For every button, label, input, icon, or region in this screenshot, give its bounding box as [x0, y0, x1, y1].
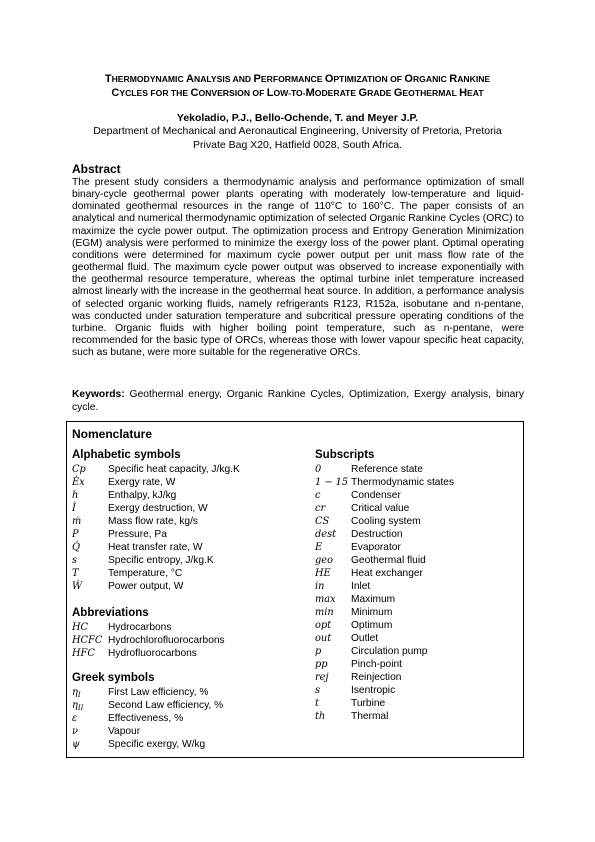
symbol [315, 567, 351, 580]
symbol-text: HC [72, 622, 89, 633]
symbol [72, 621, 108, 634]
nomenclature-entry [315, 476, 454, 489]
affiliation [60, 125, 535, 152]
symbol-text: HCFC [72, 635, 103, 646]
symbol-text: max [315, 594, 336, 605]
symbol-description: Turbine [351, 698, 386, 709]
symbol-description: Inlet [351, 581, 371, 592]
symbol [315, 489, 351, 502]
symbol [72, 712, 108, 725]
symbol [315, 541, 351, 554]
symbol-text: s [315, 685, 321, 696]
abstract-body: The present study considers a thermodynamic analysis and performance optimization of small binary-cycle geothermal power plants operating with moderately low-temperature and liquid-dominated geothermal resources in the range of 110°C to 160°C. The paper consists of an analytical and numerical thermodynamic optimization of selected Organic Rankine Cycles (ORC) to maximize the cycle power output. The optimization process and Entropy Generation Minimization (EGM) analysis were performed to minimize the exergy loss of the power plant. Optimal operating conditions were determined for maximum cycle power output per unit mass flow rate of the geothermal fluid. The maximum cycle power output was observed to increase exponentially with the geothermal resource temperature, whereas the optimal turbine inlet temperature increased almost linearly with the increase in the geothermal heat source. In addition, a performance analysis of selected organic working fluids, namely refrigerants R123, R152a, isobutane and n-pentane, was conducted under saturation temperature and subcritical pressure operating conditions of the turbine. Organic fluids with higher boiling point temperature, such as n-pentane, were recommended for the basic type of ORCs, whereas those with lower vapour specific heat capacity, such as butane, were more suitable for the regenerative ORCs. [72, 177, 524, 359]
title-initial: O [404, 73, 413, 85]
title-smallcaps: YCLES FOR THE [119, 88, 191, 98]
title-initial: G [393, 87, 403, 99]
symbol-text: out [315, 633, 332, 644]
alphabetic-symbols-list [72, 463, 240, 593]
symbol-description: Hydrochlorofluorocarbons [108, 635, 225, 646]
nomenclature-entry [315, 606, 454, 619]
greek-symbols-heading: Greek symbols [72, 672, 155, 684]
symbol-text: geo [315, 555, 333, 566]
symbol [72, 515, 108, 528]
nomenclature-entry [315, 671, 454, 684]
symbol [315, 645, 351, 658]
symbol-description: Geothermal fluid [351, 555, 426, 566]
symbol [72, 528, 108, 541]
nomenclature-entry [315, 697, 454, 710]
nomenclature-entry [315, 528, 454, 541]
symbol [72, 489, 108, 502]
title-initial: C [111, 87, 120, 99]
nomenclature-entry [72, 528, 240, 541]
symbol-text: P [72, 529, 79, 540]
paper-title [60, 72, 535, 100]
symbol-text: rej [315, 672, 329, 683]
symbol [72, 502, 108, 515]
symbol-description: Critical value [351, 503, 410, 514]
symbol [315, 697, 351, 710]
symbol-text: ε [72, 713, 78, 724]
symbol-text: c [315, 490, 321, 501]
symbol-description: Temperature, °C [108, 568, 183, 579]
nomenclature-entry [72, 725, 223, 738]
symbol-text: pp [315, 659, 328, 670]
nomenclature-entry [315, 515, 454, 528]
symbol-description: Power output, W [108, 581, 184, 592]
keywords [72, 389, 524, 414]
symbol [72, 541, 108, 554]
title-initial: P [253, 73, 261, 85]
symbol [72, 463, 108, 476]
symbol-description: Exergy rate, W [108, 477, 176, 488]
title-initial: T [104, 73, 112, 85]
symbol-description: Exergy destruction, W [108, 503, 208, 514]
symbol-text: 1 − 15 [315, 477, 349, 488]
symbol-text: opt [315, 620, 332, 631]
nomenclature-entry [72, 489, 240, 502]
affiliation-line-2: Private Bag X20, Hatfield 0028, South Africa. [193, 138, 402, 151]
nomenclature-entry [315, 463, 454, 476]
nomenclature-entry [72, 515, 240, 528]
symbol [315, 554, 351, 567]
nomenclature-entry [315, 593, 454, 606]
nomenclature-entry [315, 567, 454, 580]
symbol [315, 684, 351, 697]
subscripts-list [315, 463, 454, 723]
symbol [315, 528, 351, 541]
title-line-2 [60, 86, 535, 100]
symbol-description: Thermal [351, 711, 389, 722]
nomenclature-entry [315, 632, 454, 645]
affiliation-line-1: Department of Mechanical and Aeronautical Engineering, University of Pretoria, Pretoria [93, 125, 502, 137]
symbol-text: η [72, 687, 78, 698]
nomenclature-entry [315, 580, 454, 593]
symbol-description: Hydrocarbons [108, 622, 172, 633]
symbol [315, 515, 351, 528]
symbol-text: min [315, 607, 334, 618]
abbreviations-list [72, 621, 225, 660]
symbol-subscript: I [77, 691, 81, 699]
title-smallcaps: EAT [467, 88, 484, 98]
symbol-description: Vapour [108, 726, 141, 737]
symbol-description: Heat exchanger [351, 568, 423, 579]
nomenclature-entry [72, 738, 223, 751]
title-initial: H [459, 87, 468, 99]
symbol-subscript: II [77, 704, 84, 712]
symbol-text: E [315, 542, 323, 553]
nomenclature-entry [72, 580, 240, 593]
symbol [315, 606, 351, 619]
title-smallcaps: ANKINE [457, 74, 491, 84]
symbol [315, 593, 351, 606]
nomenclature-entry [315, 710, 454, 723]
symbol [315, 710, 351, 723]
symbol-description: Minimum [351, 607, 393, 618]
title-initial: M [305, 87, 315, 99]
symbol [72, 699, 108, 712]
nomenclature-entry [72, 541, 240, 554]
title-smallcaps: HERMODYNAMIC [111, 74, 187, 84]
nomenclature-entry [315, 684, 454, 697]
symbol-description: Specific exergy, W/kg [108, 739, 206, 750]
nomenclature-entry [315, 554, 454, 567]
symbol [315, 580, 351, 593]
nomenclature-entry [72, 712, 223, 725]
symbol [315, 502, 351, 515]
symbol [72, 686, 108, 699]
symbol-description: Mass flow rate, kg/s [108, 516, 199, 527]
symbol-description: Enthalpy, kJ/kg [108, 490, 177, 501]
symbol [72, 634, 108, 647]
symbol-description: Isentropic [351, 685, 396, 696]
nomenclature-entry [72, 686, 223, 699]
symbol-text: dest [315, 529, 337, 540]
title-smallcaps: ODERATE [314, 88, 359, 98]
symbol-description: Circulation pump [351, 646, 428, 657]
subscripts-heading: Subscripts [315, 449, 375, 461]
title-initial: A [186, 73, 194, 85]
symbol-description: First Law efficiency, % [108, 687, 209, 698]
nomenclature-entry [72, 647, 225, 660]
symbol-description: Cooling system [351, 516, 421, 527]
symbol [315, 632, 351, 645]
title-smallcaps: ONVERSION OF [198, 88, 267, 98]
symbol [72, 567, 108, 580]
keywords-label: Keywords: [72, 389, 125, 400]
symbol-text: ν [72, 726, 78, 737]
symbol-description: Pinch-point [351, 659, 402, 670]
symbol-description: Specific heat capacity, J/kg.K [108, 464, 240, 475]
symbol-text: h [72, 490, 79, 501]
symbol [315, 463, 351, 476]
symbol [72, 647, 108, 660]
symbol-text: t [315, 698, 319, 709]
symbol-text: ṁ [72, 516, 82, 527]
symbol [72, 738, 108, 751]
nomenclature-entry [72, 634, 225, 647]
keywords-text: Geothermal energy, Organic Rankine Cycles, Optimization, Exergy analysis, binary cycle. [72, 389, 524, 413]
symbol-text: HFC [72, 648, 95, 659]
symbol-description: Condenser [351, 490, 401, 501]
symbol-description: Hydrofluorocarbons [108, 648, 197, 659]
symbol-description: Pressure, Pa [108, 529, 167, 540]
symbol-description: Reference state [351, 464, 423, 475]
nomenclature-title: Nomenclature [72, 427, 153, 441]
nomenclature-entry [72, 502, 240, 515]
authors: Yekoladio, P.J., Bello-Ochende, T. and Meyer J.P. [176, 112, 419, 124]
symbol [315, 619, 351, 632]
title-initial: C [190, 87, 199, 99]
symbol-description: Effectiveness, % [108, 713, 184, 724]
title-initial: O [324, 73, 334, 85]
symbol-text: η [72, 700, 78, 711]
symbol-text: cr [315, 503, 326, 514]
title-smallcaps: PTIMIZATION OF [333, 74, 405, 84]
symbol-text: s [72, 555, 78, 566]
title-smallcaps: NALYSIS AND [194, 74, 254, 84]
title-smallcaps: EOTHERMAL [402, 88, 460, 98]
symbol-text: HE [315, 568, 331, 579]
title-smallcaps: RGANIC [412, 74, 450, 84]
symbol-text: Ėx [72, 477, 85, 488]
symbol [72, 476, 108, 489]
symbol-description: Reinjection [351, 672, 402, 683]
symbol-description: Evaporator [351, 542, 401, 553]
title-smallcaps: RADE [367, 88, 394, 98]
symbol-description: Specific entropy, J/kg.K [108, 555, 214, 566]
symbol-text: Q̇ [72, 542, 81, 553]
symbol-text: Ẇ [72, 581, 83, 592]
nomenclature-entry [315, 502, 454, 515]
alphabetic-symbols-heading: Alphabetic symbols [72, 449, 181, 461]
nomenclature-entry [315, 658, 454, 671]
nomenclature-entry [72, 476, 240, 489]
abbreviations-heading: Abbreviations [72, 607, 149, 619]
symbol [72, 580, 108, 593]
symbol-description: Outlet [351, 633, 379, 644]
symbol-description: Thermodynamic states [351, 477, 455, 488]
symbol-text: İ [72, 503, 76, 514]
abstract-heading: Abstract [72, 162, 121, 176]
symbol-description: Heat transfer rate, W [108, 542, 203, 553]
symbol-text: th [315, 711, 326, 722]
symbol [72, 725, 108, 738]
symbol-text: CS [315, 516, 330, 527]
nomenclature-entry [72, 554, 240, 567]
nomenclature-entry [315, 619, 454, 632]
title-line-1 [60, 72, 535, 86]
symbol [315, 658, 351, 671]
symbol-description: Destruction [351, 529, 403, 540]
nomenclature-entry [72, 621, 225, 634]
nomenclature-entry [315, 541, 454, 554]
symbol-text: in [315, 581, 325, 592]
nomenclature-entry [315, 489, 454, 502]
title-initial: G [358, 87, 368, 99]
symbol-text: 0 [315, 464, 322, 475]
title-smallcaps: OW-TO- [273, 88, 306, 98]
title-smallcaps: ERFORMANCE [260, 74, 325, 84]
symbol [315, 671, 351, 684]
symbol-text: p [315, 646, 322, 657]
title-initial: L [266, 87, 274, 99]
symbol-description: Optimum [351, 620, 393, 631]
symbol-text: Cp [72, 464, 86, 475]
symbol [315, 476, 351, 489]
title-initial: R [449, 73, 458, 85]
greek-symbols-list [72, 686, 223, 751]
symbol-text: T [72, 568, 79, 579]
symbol-text: ψ [72, 739, 80, 750]
symbol [72, 554, 108, 567]
symbol-description: Second Law efficiency, % [108, 700, 224, 711]
nomenclature-entry [72, 699, 223, 712]
nomenclature-entry [315, 645, 454, 658]
nomenclature-entry [72, 567, 240, 580]
nomenclature-entry [72, 463, 240, 476]
symbol-description: Maximum [351, 594, 396, 605]
